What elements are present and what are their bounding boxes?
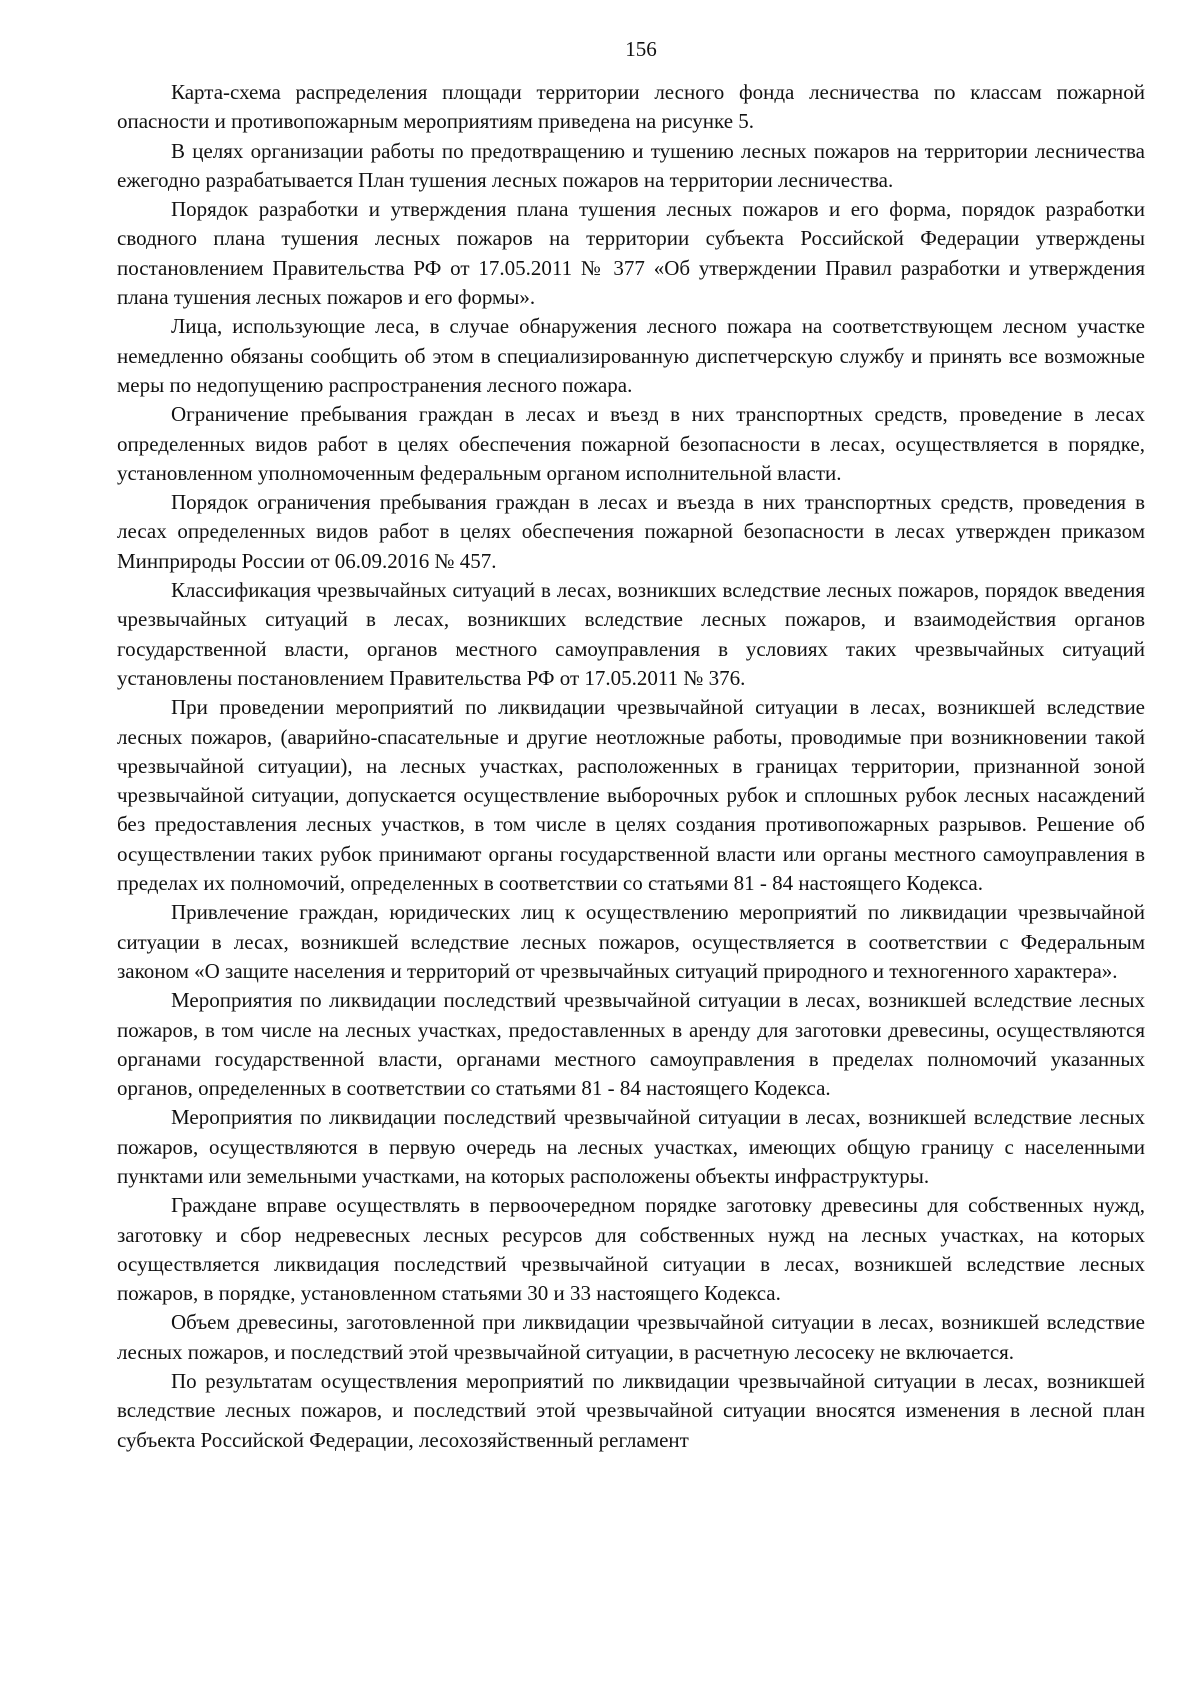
paragraph: В целях организации работы по предотвращению и тушению лесных пожаров на территории лесничества ежегодно разрабатывается План тушения лесных пожаров на территории лесничества.	[117, 138, 1145, 192]
paragraph: Карта-схема распределения площади территории лесного фонда лесничества по классам пожарной опасности и противопожарным мероприятиям приведена на рисунке 5.	[117, 80, 1145, 134]
paragraph: Порядок разработки и утверждения плана тушения лесных пожаров и его форма, порядок разработки сводного плана тушения лесных пожаров на территории субъекта Российской Федерации утверждены постановлением Правительства РФ от 17.05.2011 № 377 «Об утверждении Правил разработки и утверждения плана тушения лесных пожаров и его формы».	[117, 197, 1145, 310]
paragraph: Объем древесины, заготовленной при ликвидации чрезвычайной ситуации в лесах, возникшей вследствие лесных пожаров, и последствий этой чрезвычайной ситуации, в расчетную лесосеку не включается.	[117, 1310, 1145, 1364]
paragraph: По результатам осуществления мероприятий по ликвидации чрезвычайной ситуации в лесах, возникшей вследствие лесных пожаров, и последствий этой чрезвычайной ситуации вносятся изменения в лесной план субъекта Российской Федерации, лесохозяйственный регламент	[117, 1369, 1145, 1452]
paragraph: При проведении мероприятий по ликвидации чрезвычайной ситуации в лесах, возникшей вследствие лесных пожаров, (аварийно-спасательные и другие неотложные работы, проводимые при возникновении такой чрезвычайной ситуации), на лесных участках, расположенных в границах территории, признанной зоной чрезвычайной ситуации, допускается осуществление выборочных рубок и сплошных рубок лесных насаждений без предоставления лесных участков, в том числе в целях создания противопожарных разрывов. Решение об осуществлении таких рубок принимают органы государственной власти или органы местного самоуправления в пределах их полномочий, определенных в соответствии со статьями 81 - 84 настоящего Кодекса.	[117, 695, 1145, 896]
paragraph: Ограничение пребывания граждан в лесах и въезд в них транспортных средств, проведение в лесах определенных видов работ в целях обеспечения пожарной безопасности в лесах, осуществляется в порядке, установленном уполномоченным федеральным органом исполнительной власти.	[117, 402, 1145, 485]
paragraph: Порядок ограничения пребывания граждан в лесах и въезда в них транспортных средств, проведения в лесах определенных видов работ в целях обеспечения пожарной безопасности в лесах утвержден приказом Минприроды России от 06.09.2016 № 457.	[117, 490, 1145, 573]
paragraph: Классификация чрезвычайных ситуаций в лесах, возникших вследствие лесных пожаров, порядок введения чрезвычайных ситуаций в лесах, возникших вследствие лесных пожаров, и взаимодействия органов государственной власти, органов местного самоуправления в условиях таких чрезвычайных ситуаций установлены постановлением Правительства РФ от 17.05.2011 № 376.	[117, 578, 1145, 690]
paragraph: Мероприятия по ликвидации последствий чрезвычайной ситуации в лесах, возникшей вследствие лесных пожаров, осуществляются в первую очередь на лесных участках, имеющих общую границу с населенными пунктами или земельными участками, на которых расположены объекты инфраструктуры.	[117, 1105, 1145, 1188]
paragraph: Граждане вправе осуществлять в первоочередном порядке заготовку древесины для собственных нужд, заготовку и сбор недревесных лесных ресурсов для собственных нужд на лесных участках, на которых осуществляется ликвидация последствий чрезвычайной ситуации в лесах, возникшей вследствие лесных пожаров, в порядке, установленном статьями 30 и 33 настоящего Кодекса.	[117, 1193, 1145, 1306]
page-number: 156	[625, 37, 657, 61]
paragraph: Мероприятия по ликвидации последствий чрезвычайной ситуации в лесах, возникшей вследствие лесных пожаров, в том числе на лесных участках, предоставленных в аренду для заготовки древесины, осуществляются органами государственной власти, органами местного самоуправления в пределах полномочий указанных органов, определенных в соответствии со статьями 81 - 84 настоящего Кодекса.	[117, 988, 1145, 1101]
paragraph: Привлечение граждан, юридических лиц к осуществлению мероприятий по ликвидации чрезвычайной ситуации в лесах, возникшей вследствие лесных пожаров, осуществляется в соответствии с Федеральным законом «О защите населения и территорий от чрезвычайных ситуаций природного и техногенного характера».	[117, 900, 1145, 983]
paragraph: Лица, использующие леса, в случае обнаружения лесного пожара на соответствующем лесном участке немедленно обязаны сообщить об этом в специализированную диспетчерскую службу и принять все возможные меры по недопущению распространения лесного пожара.	[117, 314, 1145, 397]
